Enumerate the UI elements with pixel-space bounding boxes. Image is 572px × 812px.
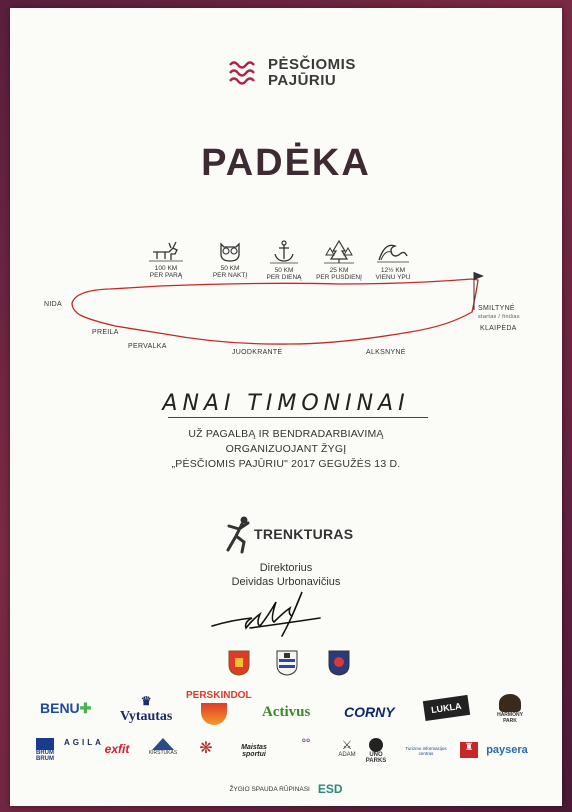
director-role: Direktorius <box>259 562 313 574</box>
sponsor-kirstukas: KIRSTUKAS <box>146 738 180 756</box>
route-line <box>72 279 478 344</box>
sponsor-paysera: paysera <box>486 744 528 756</box>
logo-line-1: PĖSČIOMIS <box>268 56 356 73</box>
crest-neringa-icon <box>228 650 250 676</box>
sponsor-perskindol: PERSKINDOL <box>186 690 242 725</box>
stage-2-label: PER NAKTĮ <box>212 272 248 279</box>
trenkturas-logo <box>224 514 353 554</box>
tower-icon: ♜ <box>460 742 478 758</box>
sponsors-row-2 <box>10 738 562 768</box>
ornament-icon: ❋ <box>199 740 213 757</box>
body-line-2: ORGANIZUOJANT ŽYGĮ <box>225 443 347 455</box>
event-logo <box>228 56 356 90</box>
sponsor-activus: Activus <box>262 704 311 720</box>
sponsor-vytautas: ♛ Vytautas <box>120 694 173 724</box>
sponsor-lukla: LUKLA <box>423 695 470 721</box>
place-nida: NIDA <box>44 301 62 308</box>
crest-third-icon <box>328 650 350 676</box>
director-name: Deividas Urbonavičius <box>231 576 341 588</box>
place-alksnyne: ALKSNYNĖ <box>366 349 406 356</box>
stage-4-distance: 25 KM <box>329 267 349 274</box>
figure-icon: ⚔ <box>341 738 353 752</box>
sponsor-benu: BENU✚ <box>40 700 92 716</box>
circle-logo-icon <box>369 738 383 752</box>
sponsor-harmony-park: HARMONY PARK <box>490 694 530 724</box>
recipient-underline <box>168 417 428 418</box>
sponsor-tourism-centre: Turizmo informacijos centras <box>405 746 447 756</box>
trees-icon <box>324 240 354 264</box>
flame-icon <box>201 703 227 725</box>
signature <box>210 588 340 644</box>
stage-1-label: PER PARĄ <box>149 272 183 279</box>
crown-icon: ♛ <box>140 694 152 708</box>
place-juodkrante: JUODKRANTĖ <box>232 349 283 356</box>
sponsor-exfit: exfit <box>104 742 130 756</box>
stage-5-distance: 12½ KM <box>380 267 406 274</box>
sponsor-agila: AGILA <box>64 738 104 747</box>
route-map <box>10 270 562 370</box>
crest-klaipeda-icon <box>276 650 298 676</box>
footer-text: ŽYGIO SPAUDA RŪPINASI <box>229 785 310 793</box>
wave-icon <box>377 240 409 264</box>
footer <box>10 782 562 796</box>
sponsor-adam: ⚔ ADAM <box>332 738 362 758</box>
place-smiltyne: SMILTYNĖ <box>478 305 515 312</box>
mountain-icon <box>152 738 174 750</box>
sponsor-brum-brum: BRUM BRUM <box>32 738 58 762</box>
body-line-1: UŽ PAGALBĄ IR BENDRADARBIAVIMĄ <box>188 428 384 440</box>
car-icon <box>36 738 54 750</box>
place-start-finish: startas / finišas <box>478 314 520 320</box>
anchor-icon <box>270 240 298 264</box>
body-line-3: „PĖSČIOMIS PAJŪRIU" 2017 GEGUŽĖS 13 D. <box>171 458 401 470</box>
stage-1-distance: 100 KM <box>154 265 178 272</box>
place-preila: PREILA <box>92 329 119 336</box>
director-block <box>10 561 562 589</box>
tree-icon <box>499 694 521 712</box>
footer-partner-logo: ESD <box>317 782 343 796</box>
owl-icon <box>217 240 243 262</box>
sponsor-uno-parks: UNO PARKS <box>364 738 388 764</box>
stage-2-distance: 50 KM <box>220 265 240 272</box>
stage-3-label: PER DIENĄ <box>266 274 302 281</box>
plus-icon: ✚ <box>79 700 92 716</box>
logo-line-2: PAJŪRIU <box>268 72 337 89</box>
place-pervalka: PERVALKA <box>128 343 167 350</box>
stage-5-label: VIENU YPU <box>375 274 411 281</box>
place-klaipeda: KLAIPĖDA <box>480 325 517 332</box>
runner-icon <box>224 514 252 554</box>
recipient-name: ANAI TIMONINAI <box>162 391 410 416</box>
body-text <box>10 427 562 472</box>
purple-flower-icon: ✿✿ <box>301 738 311 744</box>
stage-3-distance: 50 KM <box>274 267 294 274</box>
page-title: PADĖKA <box>201 142 371 184</box>
sponsor-corny: CORNY <box>344 704 395 720</box>
flag-icon <box>474 272 484 280</box>
certificate-sheet <box>10 8 562 806</box>
sponsors-row-1 <box>10 690 562 734</box>
stage-4-label: PER PUSDIENĮ <box>316 274 362 281</box>
brand-name: TRENKTURAS <box>254 526 354 542</box>
sponsor-maistas-sportui: Maistas sportui <box>241 744 267 758</box>
moose-icon <box>149 240 183 262</box>
waves-icon <box>228 56 262 90</box>
